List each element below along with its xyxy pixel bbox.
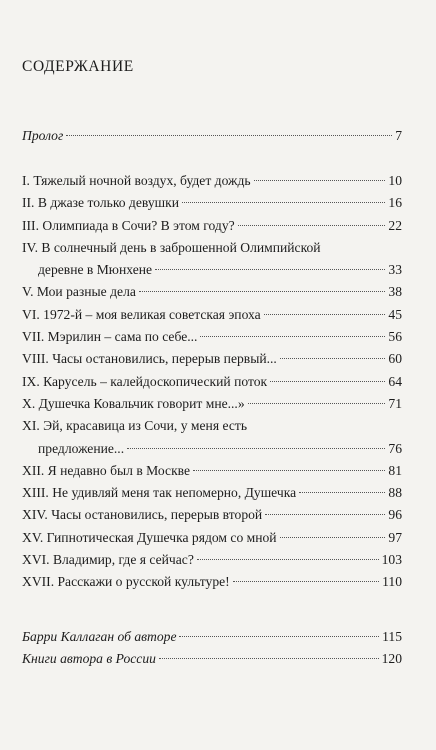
toc-entry <box>22 237 402 282</box>
toc-page-number: 10 <box>388 173 402 188</box>
toc-entry-label: X. Душечка Ковальчик говорит мне...» <box>22 395 245 411</box>
dot-leader <box>197 559 379 560</box>
toc-entry <box>22 527 402 549</box>
page-title: СОДЕРЖАНИЕ <box>22 58 134 75</box>
toc-entry-label: IX. Карусель – калейдоскопический поток <box>22 373 268 389</box>
toc-entry-label-continued: предложение... <box>38 440 125 456</box>
toc-page-number: 56 <box>388 329 402 345</box>
toc-entry-label: II. В джазе только девушки <box>22 195 179 211</box>
toc-page-number: 88 <box>388 485 402 501</box>
dot-leader <box>66 135 392 136</box>
toc-entry <box>22 460 402 482</box>
dot-leader <box>280 358 386 359</box>
toc-page-number: 33 <box>388 262 402 278</box>
toc-page-number: 76 <box>388 440 402 456</box>
dot-leader <box>155 269 385 270</box>
toc-entry-label: III. Олимпиада в Сочи? В этом году? <box>22 217 235 233</box>
toc-entry <box>22 192 402 214</box>
toc-page-number: 64 <box>388 373 402 389</box>
toc-page-number: 96 <box>388 507 402 523</box>
dot-leader <box>280 537 386 538</box>
dot-leader <box>264 314 386 315</box>
dot-leader <box>299 492 385 493</box>
toc-entry <box>22 281 402 303</box>
dot-leader <box>127 448 385 449</box>
toc-entry <box>22 415 402 460</box>
dot-leader <box>254 180 386 181</box>
dot-leader <box>179 636 379 637</box>
toc-entry <box>22 482 402 504</box>
toc-entry-label: XVII. Расскажи о русской культуре! <box>22 574 230 590</box>
toc-page-number: 81 <box>388 462 402 478</box>
dot-leader <box>270 381 385 382</box>
dot-leader <box>248 403 386 404</box>
toc-page-number: 71 <box>388 395 402 411</box>
toc-entry-label: Пролог <box>22 128 64 143</box>
toc-page-number: 22 <box>388 217 402 233</box>
toc-chapters-list <box>22 170 402 594</box>
toc-page-number: 97 <box>388 529 402 545</box>
dot-leader <box>238 225 386 226</box>
toc-entry-prolog <box>22 125 402 147</box>
dot-leader <box>159 658 379 659</box>
toc-page-number: 115 <box>382 629 402 644</box>
toc-entry <box>22 571 402 593</box>
toc-entry-label: XIII. Не удивляй меня так непомерно, Душечка <box>22 485 297 501</box>
toc-entry-label: I. Тяжелый ночной воздух, будет дождь <box>22 173 251 188</box>
toc-prolog-section <box>22 125 402 147</box>
dot-leader <box>139 291 386 292</box>
toc-entry-label: Книги автора в России <box>22 651 156 667</box>
toc-entry-books <box>22 648 402 670</box>
toc-page-number: 60 <box>388 351 402 367</box>
toc-entry-label: VI. 1972-й – моя великая советская эпоха <box>22 306 261 322</box>
toc-page-number: 7 <box>395 128 402 143</box>
dot-leader <box>265 514 385 515</box>
toc-entry <box>22 549 402 571</box>
toc-page-number: 120 <box>381 651 402 667</box>
toc-entry <box>22 215 402 237</box>
toc-entry-label: XI. Эй, красавица из Сочи, у меня есть <box>22 418 248 434</box>
toc-page-number: 110 <box>382 574 402 590</box>
toc-entry-label: IV. В солнечный день в заброшенной Олимпийской <box>22 239 321 255</box>
toc-entry-label: XV. Гипнотическая Душечка рядом со мной <box>22 529 277 545</box>
dot-leader <box>193 470 385 471</box>
toc-entry-label: Барри Каллаган об авторе <box>22 629 177 644</box>
toc-entry-afterword <box>22 626 402 648</box>
toc-entry-label: VII. Мэрилин – сама по себе... <box>22 329 198 345</box>
toc-entry-label: XIV. Часы остановились, перерыв второй <box>22 507 263 523</box>
toc-entry-label: XII. Я недавно был в Москве <box>22 462 191 478</box>
dot-leader <box>182 202 385 203</box>
toc-page-number: 45 <box>388 306 402 322</box>
toc-page-number: 38 <box>388 284 402 300</box>
toc-entry <box>22 504 402 526</box>
toc-entry <box>22 393 402 415</box>
toc-entry <box>22 170 402 192</box>
toc-entry-label: XVI. Владимир, где я сейчас? <box>22 552 194 568</box>
toc-entry <box>22 371 402 393</box>
toc-entry-label-continued: деревне в Мюнхене <box>38 262 153 278</box>
toc-entry <box>22 348 402 370</box>
toc-page-number: 16 <box>388 195 402 211</box>
toc-end-matter <box>22 626 402 671</box>
dot-leader <box>200 336 385 337</box>
toc-entry <box>22 304 402 326</box>
toc-page-number: 103 <box>381 552 402 568</box>
toc-entry <box>22 326 402 348</box>
toc-entry-label: VIII. Часы остановились, перерыв первый... <box>22 351 277 367</box>
dot-leader <box>233 581 379 582</box>
toc-entry-label: V. Мои разные дела <box>22 284 136 300</box>
